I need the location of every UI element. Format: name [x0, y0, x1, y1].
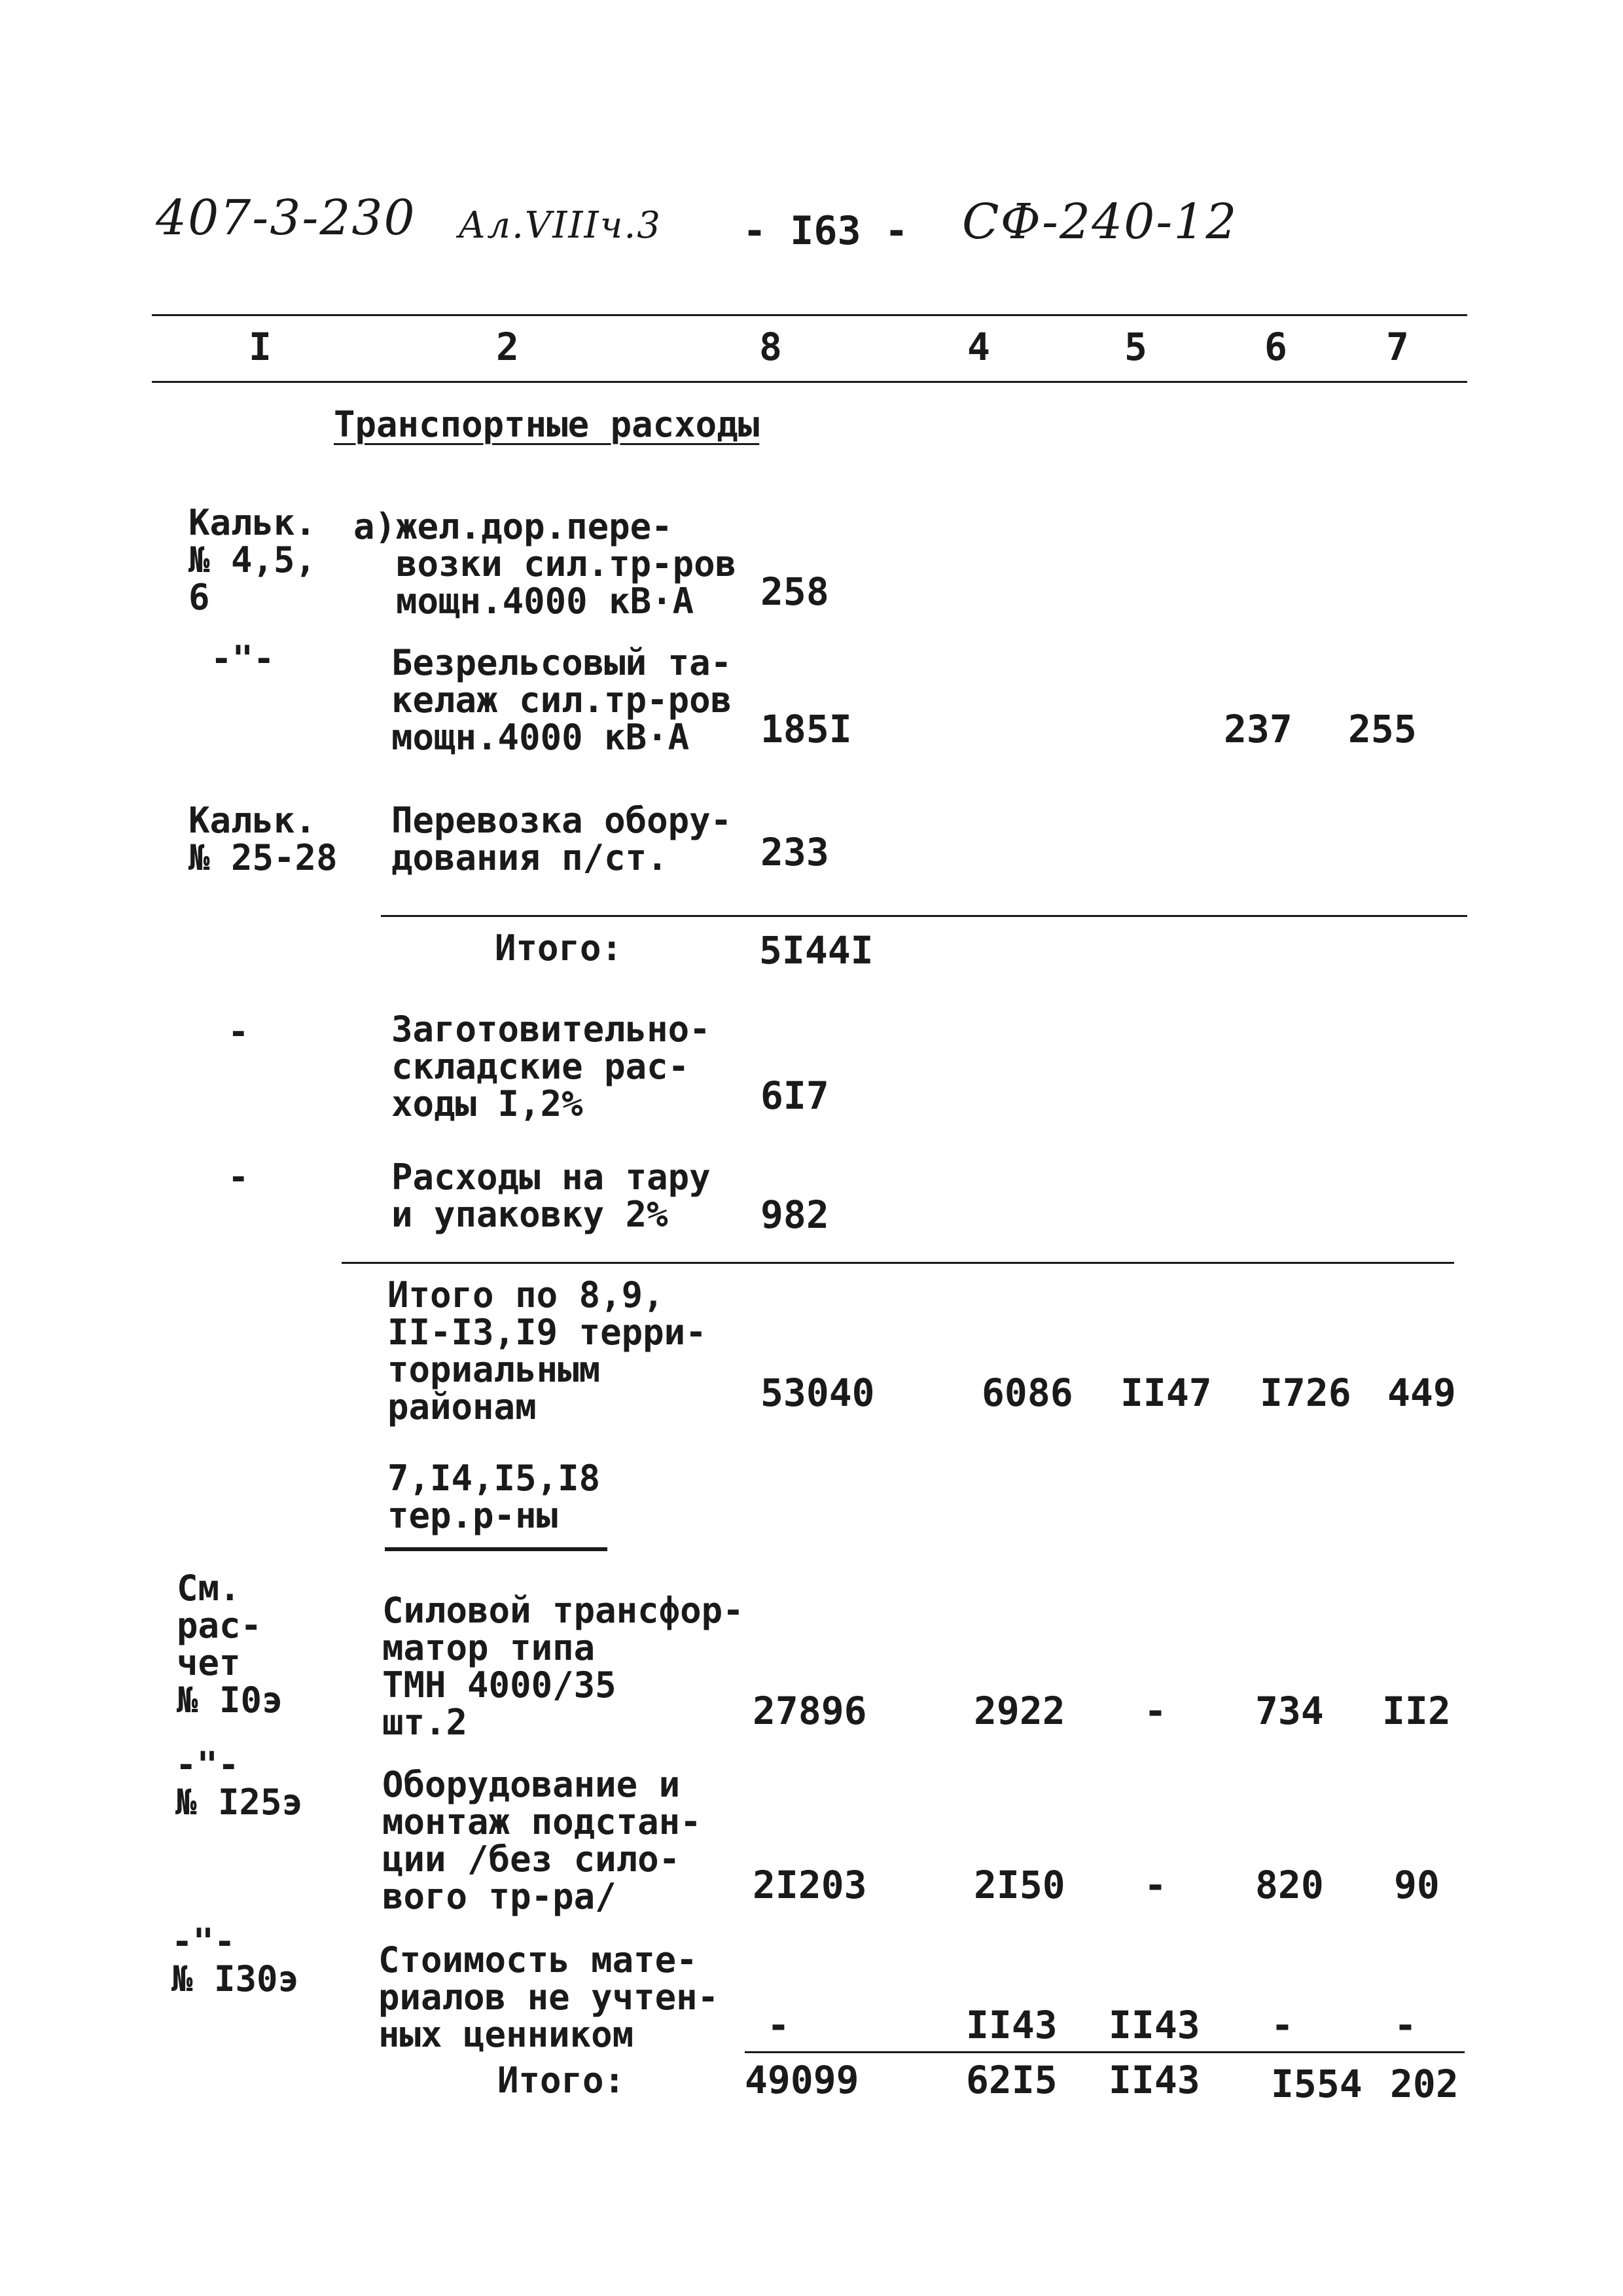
column-header-1: I — [249, 325, 272, 369]
subheading-underline — [385, 1547, 607, 1551]
row-value-col4: 2I50 — [974, 1863, 1065, 1907]
header-bottom-rule — [152, 381, 1467, 383]
row-value-col7: II2 — [1382, 1689, 1451, 1733]
row-ref: Кальк. № 4,5, 6 — [188, 502, 317, 618]
row-description: Расходы на тару и упаковку 2% — [391, 1157, 711, 1235]
column-header-5: 5 — [1124, 325, 1147, 369]
row-description: Стоимость мате- риалов не учтен- ных ценником — [378, 1939, 719, 2055]
final-total-col5: II43 — [1109, 2058, 1200, 2102]
row-value-col6: 820 — [1255, 1863, 1324, 1907]
row-value-col5: - — [1144, 1689, 1167, 1733]
row-value-col7: 449 — [1387, 1371, 1456, 1415]
header-top-rule — [152, 314, 1467, 316]
row-description: Перевозка обору- дования п/ст. — [391, 800, 732, 878]
total-rule — [342, 1262, 1454, 1264]
subtotal-rule — [381, 915, 1467, 917]
final-total-label: Итого: — [497, 2060, 626, 2101]
row-value-col4: 2922 — [974, 1689, 1065, 1733]
row-value-col6: 237 — [1224, 707, 1293, 751]
row-ref: -"- № I30э — [171, 1921, 300, 2000]
row-description: Силовой трансфор- матор типа ТМН 4000/35 шт.2 — [382, 1590, 744, 1743]
row-value-col3: 2I203 — [753, 1863, 867, 1907]
page-number: - I63 - — [743, 208, 908, 254]
row-value-col6: - — [1271, 2003, 1294, 2047]
row-value-col3: 27896 — [753, 1689, 867, 1733]
row-value-col3: - — [767, 2003, 790, 2047]
row-value-col6: I726 — [1260, 1371, 1351, 1415]
final-total-col7: 202 — [1390, 2062, 1459, 2106]
row-description: Заготовительно- складские рас- ходы I,2% — [391, 1009, 711, 1124]
row-value-col7: 255 — [1348, 707, 1417, 751]
final-total-col6: I554 — [1271, 2062, 1363, 2106]
row-value-col6: 734 — [1255, 1689, 1324, 1733]
album-reference: Ал.VIIIч.3 — [458, 204, 662, 247]
row-description: Безрельсовый та- келаж сил.тр-ров мощн.4000 кВ·А — [391, 642, 732, 758]
row-value-col3: 258 — [760, 569, 829, 614]
column-header-2: 2 — [496, 325, 519, 369]
section-title: Транспортные расходы — [334, 404, 760, 445]
row-ref: -"- № I25э — [175, 1744, 304, 1823]
row-ref: См. рас- чет № I0э — [177, 1568, 283, 1721]
document-code: 407-3-230 — [156, 190, 416, 246]
sheet-code: СФ-240-12 — [962, 194, 1238, 250]
row-ref: Кальк. № 25-28 — [188, 800, 338, 878]
row-ref: - — [228, 1011, 249, 1052]
row-value-col7: - — [1394, 2003, 1417, 2047]
row-value-col7: 90 — [1394, 1863, 1440, 1907]
row-value-col5: II43 — [1109, 2003, 1200, 2047]
row-value-col3: 982 — [760, 1193, 829, 1237]
row-value-col4: 6086 — [982, 1371, 1073, 1415]
column-header-7: 7 — [1386, 325, 1409, 369]
final-total-col3: 49099 — [745, 2058, 859, 2102]
row-value-col3: 185I — [760, 707, 852, 751]
column-header-3: 8 — [759, 325, 782, 369]
row-value-col3: 53040 — [760, 1371, 875, 1415]
column-header-4: 4 — [967, 325, 990, 369]
final-total-rule — [745, 2051, 1465, 2053]
row-description: Оборудование и монтаж подстан- ции /без сило- вого тр-ра/ — [382, 1764, 702, 1917]
row-value-col3: 233 — [760, 830, 829, 874]
row-value-col5: - — [1144, 1863, 1167, 1907]
row-value-col4: II43 — [966, 2003, 1058, 2047]
row-value-col3: 6I7 — [760, 1073, 829, 1118]
row-description: Итого по 8,9, II-I3,I9 терри- ториальным районам — [387, 1274, 707, 1427]
row-description: а)жел.дор.пере- возки сил.тр-ров мощн.4000 кВ·А — [353, 506, 737, 622]
subtotal-col3: 5I44I — [759, 928, 874, 973]
row-ref: -"- — [211, 638, 275, 679]
regions-subheading: 7,I4,I5,I8 тер.р-ны — [387, 1458, 601, 1536]
row-value-col5: II47 — [1120, 1371, 1212, 1415]
row-ref: - — [228, 1157, 249, 1198]
final-total-col4: 62I5 — [966, 2058, 1058, 2102]
column-header-6: 6 — [1264, 325, 1287, 369]
subtotal-label: Итого: — [495, 927, 623, 969]
